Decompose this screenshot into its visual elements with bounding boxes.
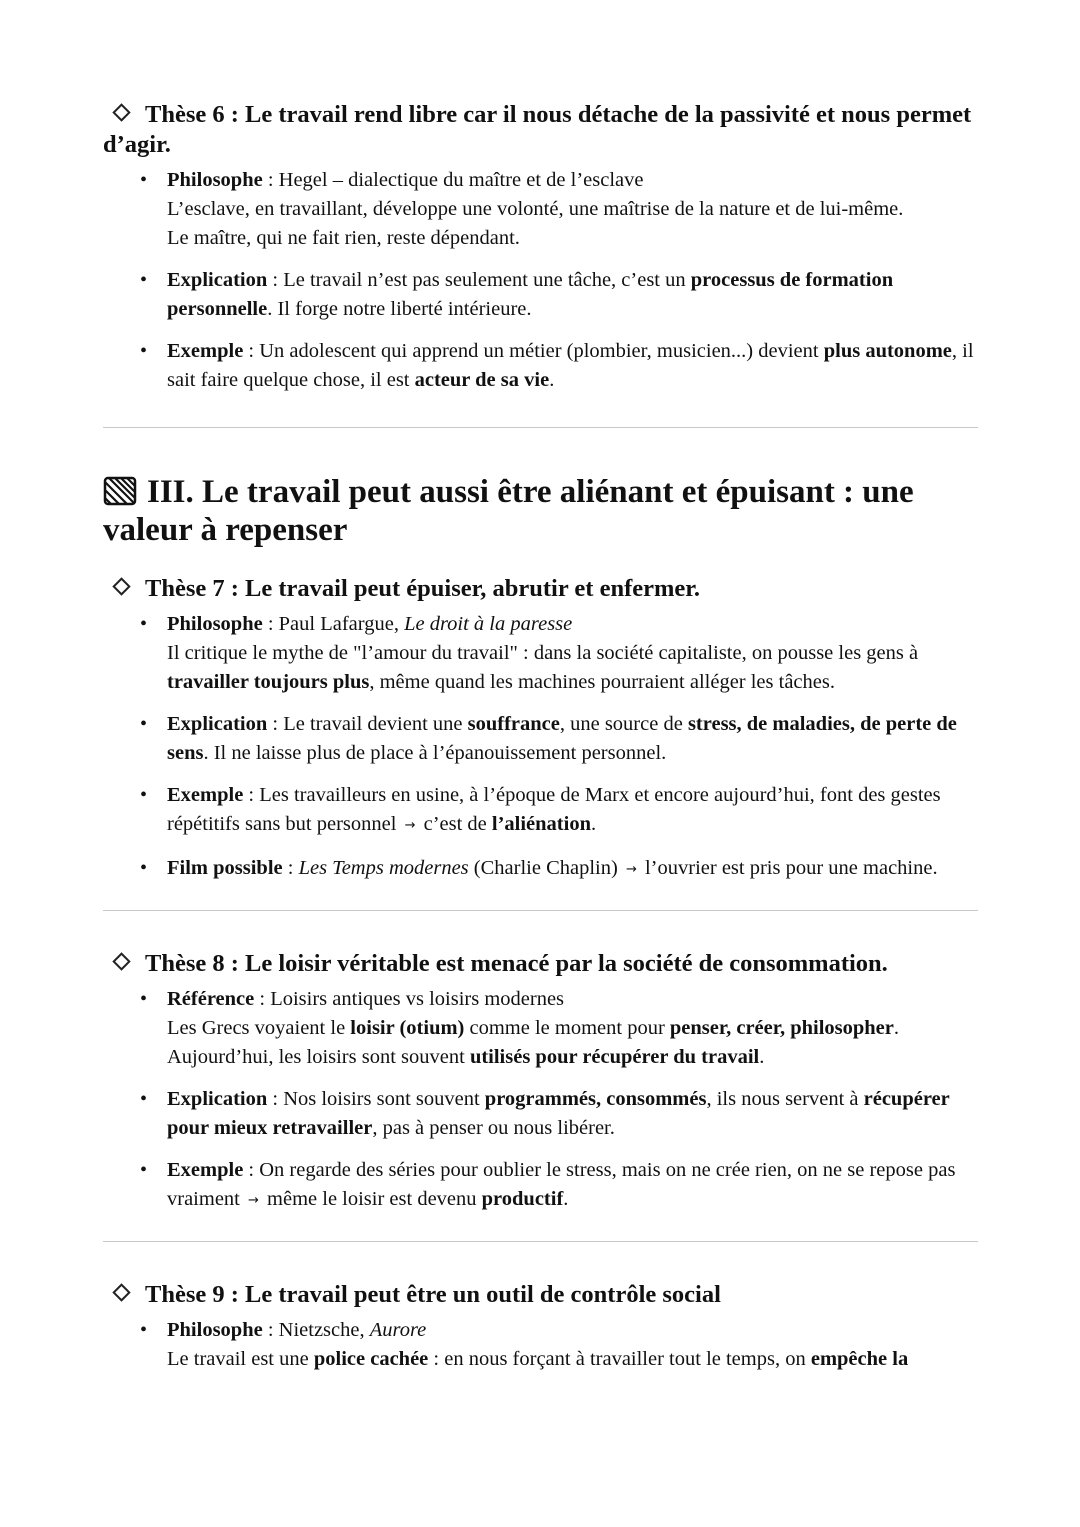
bullet-icon: • — [140, 784, 148, 806]
divider — [103, 1241, 978, 1242]
list-item: • Philosophe : Hegel – dialectique du maître et de l’esclave L’esclave, en travaillant, développe une volonté, une maîtrise de la nature et de lui-même. Le maître, qui ne fait rien, reste dépendant. — [103, 166, 978, 253]
list-item: • Explication : Nos loisirs sont souvent programmés, consommés, ils nous servent à récupérer pour mieux retravailler, pas à penser ou nous libérer. — [103, 1085, 978, 1143]
document-page — [103, 100, 978, 1374]
section-3-heading: III. Le travail peut aussi être aliénant et épuisant : une valeur à repenser — [103, 473, 978, 549]
arrow-right-icon: → — [248, 1193, 259, 1208]
list-item: • Exemple : On regarde des séries pour oublier le stress, mais on ne crée rien, on ne se repose pas vraiment → même le loisir est devenu productif. — [103, 1156, 978, 1216]
bullet-icon: • — [140, 269, 148, 291]
these-8-heading: Thèse 8 : Le loisir véritable est menacé par la société de consommation. — [103, 949, 978, 979]
diamond-bullet-icon — [112, 1283, 130, 1301]
bullet-icon: • — [140, 1159, 148, 1181]
these-7-points — [103, 610, 978, 885]
these-9-points — [103, 1316, 978, 1374]
diamond-bullet-icon — [112, 577, 130, 595]
list-item: • Philosophe : Paul Lafargue, Le droit à la paresse Il critique le mythe de "l’amour du travail" : dans la société capitaliste, on pousse les gens à travailler toujours plus, même quand les machines pourraient alléger les tâches. — [103, 610, 978, 697]
divider — [103, 427, 978, 428]
arrow-right-icon: → — [404, 818, 416, 833]
arrow-right-icon: → — [625, 862, 637, 877]
list-item: • Exemple : Un adolescent qui apprend un métier (plombier, musicien...) devient plus autonome, il sait faire quelque chose, il est acteur de sa vie. — [103, 337, 978, 395]
these-6-heading: Thèse 6 : Le travail rend libre car il nous détache de la passivité et nous permet d’agir. — [103, 101, 972, 158]
list-item: • Philosophe : Nietzsche, Aurore Le travail est une police cachée : en nous forçant à travailler tout le temps, on empêche la — [103, 1316, 978, 1374]
bullet-icon: • — [140, 1088, 148, 1110]
these-9-heading: Thèse 9 : Le travail peut être un outil de contrôle social — [103, 1280, 978, 1310]
these-8-points — [103, 985, 978, 1216]
bullet-icon: • — [140, 613, 148, 635]
bullet-icon: • — [140, 340, 148, 362]
these-7-heading: Thèse 7 : Le travail peut épuiser, abrutir et enfermer. — [103, 574, 978, 604]
list-item: • Référence : Loisirs antiques vs loisirs modernes Les Grecs voyaient le loisir (otium) comme le moment pour penser, créer, philosopher. Aujourd’hui, les loisirs sont souvent utilisés pour récupérer du travail. — [103, 985, 978, 1072]
list-item: • Explication : Le travail n’est pas seulement une tâche, c’est un processus de formation personnelle. Il forge notre liberté intérieure. — [103, 266, 978, 324]
diamond-bullet-icon — [112, 103, 130, 121]
bullet-icon: • — [140, 169, 148, 191]
list-item: • Film possible : Les Temps modernes (Charlie Chaplin) → l’ouvrier est pris pour une machine. — [103, 854, 978, 885]
list-item: • Explication : Le travail devient une souffrance, une source de stress, de maladies, de perte de sens. Il ne laisse plus de place à l’épanouissement personnel. — [103, 710, 978, 768]
bullet-icon: • — [140, 1319, 148, 1341]
bullet-icon: • — [140, 857, 148, 879]
hatched-square-icon — [103, 476, 137, 506]
these-6-points — [103, 166, 978, 395]
bullet-icon: • — [140, 713, 148, 735]
divider — [103, 910, 978, 911]
diamond-bullet-icon — [112, 952, 130, 970]
bullet-icon: • — [140, 988, 148, 1010]
list-item: • Exemple : Les travailleurs en usine, à l’époque de Marx et encore aujourd’hui, font des gestes répétitifs sans but personnel → c’est de l’aliénation. — [103, 781, 978, 841]
